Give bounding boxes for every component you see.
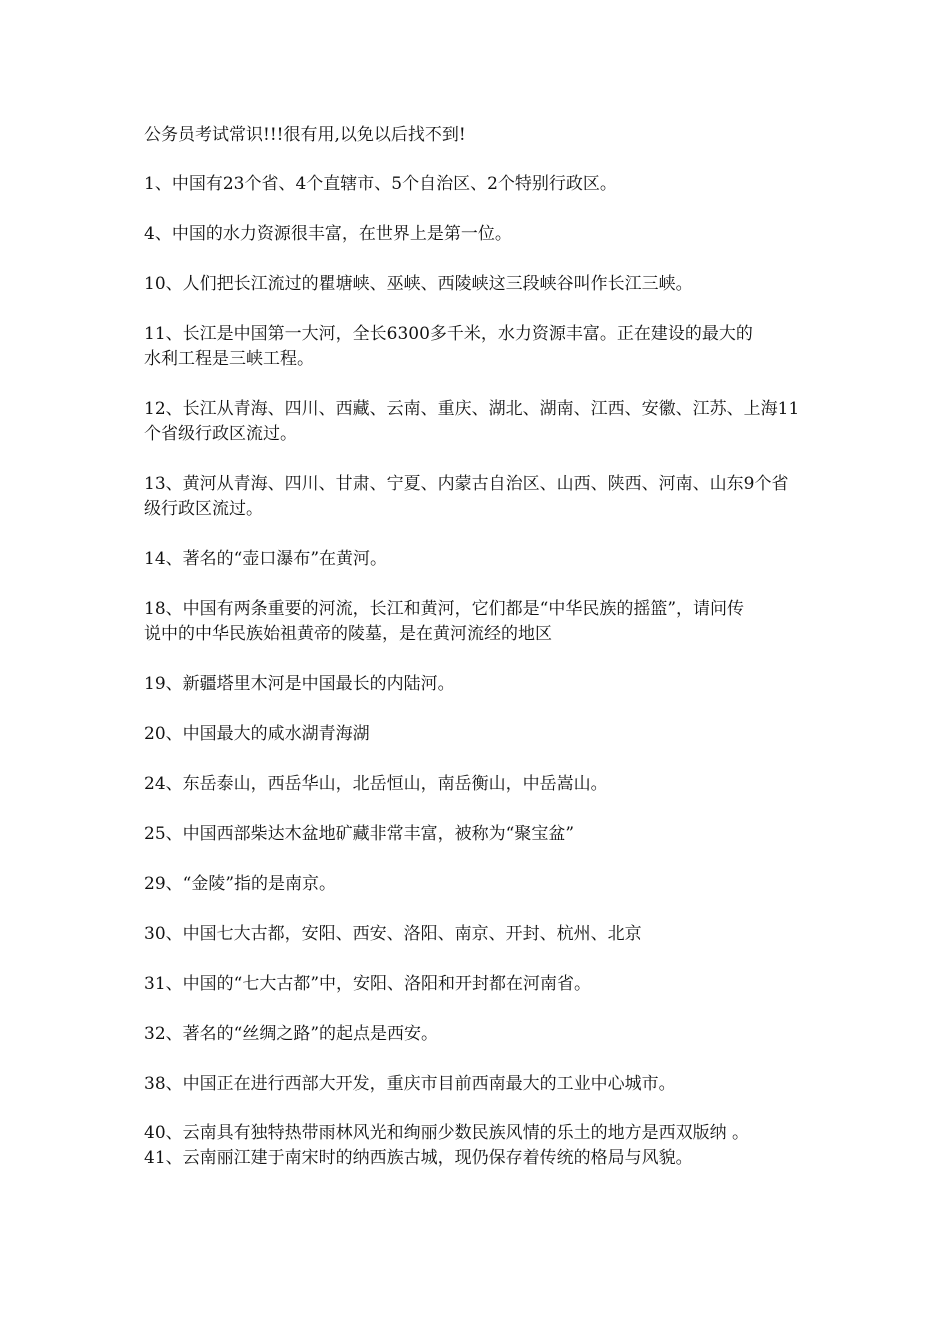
list-item-24: 24、东岳泰山，西岳华山，北岳恒山，南岳衡山，中岳嵩山。 — [144, 774, 608, 794]
list-item-12-line-2: 个省级行政区流过。 — [144, 424, 297, 444]
list-item-31: 31、中国的“七大古都”中，安阳、洛阳和开封都在河南省。 — [144, 974, 592, 994]
list-item-20: 20、中国最大的咸水湖青海湖 — [144, 724, 370, 744]
list-item-11-line-1: 11、长江是中国第一大河，全长6300多千米，水力资源丰富。正在建设的最大的 — [144, 324, 753, 344]
list-item-18-line-2: 说中的中华民族始祖黄帝的陵墓，是在黄河流经的地区 — [144, 624, 552, 644]
list-item-12-line-1: 12、长江从青海、四川、西藏、云南、重庆、湖北、湖南、江西、安徽、江苏、上海11 — [144, 399, 800, 419]
list-item-29: 29、“金陵”指的是南京。 — [144, 874, 337, 894]
list-item-41: 41、云南丽江建于南宋时的纳西族古城，现仍保存着传统的格局与风貌。 — [144, 1148, 693, 1168]
list-item-38: 38、中国正在进行西部大开发，重庆市目前西南最大的工业中心城市。 — [144, 1074, 676, 1094]
list-item-18-line-1: 18、中国有两条重要的河流，长江和黄河，它们都是“中华民族的摇篮”，请问传 — [144, 599, 745, 619]
list-item-1: 1、中国有23个省、4个直辖市、5个自治区、2个特别行政区。 — [144, 174, 617, 194]
list-item-40: 40、云南具有独特热带雨林风光和绚丽少数民族风情的乐土的地方是西双版纳 。 — [144, 1123, 750, 1143]
list-item-13-line-1: 13、黄河从青海、四川、甘肃、宁夏、内蒙古自治区、山西、陕西、河南、山东9个省 — [144, 474, 789, 494]
list-item-19: 19、新疆塔里木河是中国最长的内陆河。 — [144, 674, 455, 694]
list-item-11-line-2: 水利工程是三峡工程。 — [144, 349, 314, 369]
list-item-14: 14、著名的“壶口瀑布”在黄河。 — [144, 549, 388, 569]
list-item-32: 32、著名的“丝绸之路”的起点是西安。 — [144, 1024, 439, 1044]
document-title: 公务员考试常识!!!很有用,以免以后找不到! — [144, 125, 466, 145]
list-item-4: 4、中国的水力资源很丰富，在世界上是第一位。 — [144, 224, 512, 244]
list-item-25: 25、中国西部柴达木盆地矿藏非常丰富，被称为“聚宝盆” — [144, 824, 575, 844]
list-item-13-line-2: 级行政区流过。 — [144, 499, 263, 519]
list-item-10: 10、人们把长江流过的瞿塘峡、巫峡、西陵峡这三段峡谷叫作长江三峡。 — [144, 274, 693, 294]
list-item-30: 30、中国七大古都，安阳、西安、洛阳、南京、开封、杭州、北京 — [144, 924, 642, 944]
